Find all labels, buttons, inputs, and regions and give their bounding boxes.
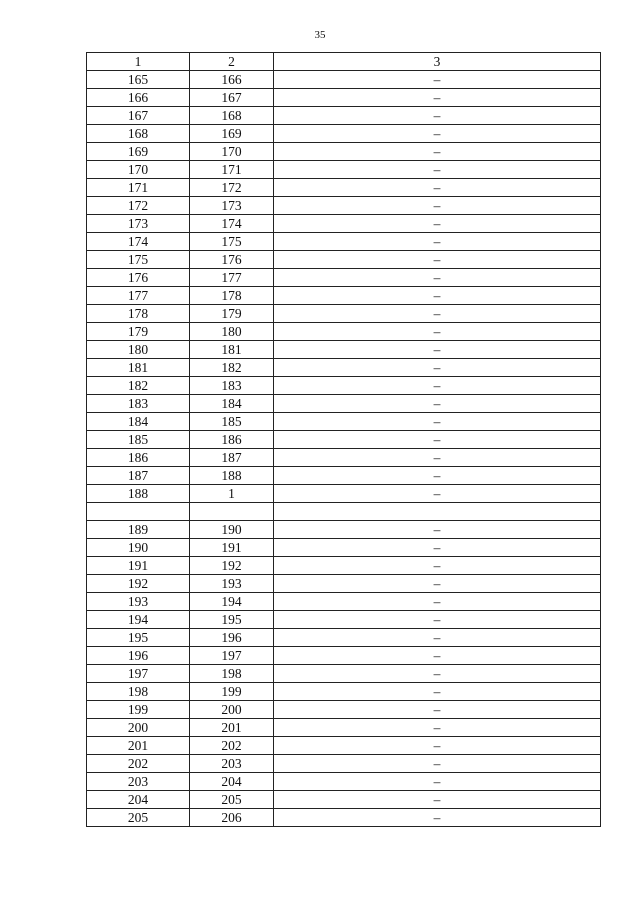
table-cell-col-3 <box>274 503 601 521</box>
table-cell-col-2: 185 <box>190 413 274 431</box>
table-cell-col-1: 183 <box>87 395 190 413</box>
table-cell-col-2: 205 <box>190 791 274 809</box>
table-cell-col-1: 165 <box>87 71 190 89</box>
table-row <box>87 611 601 629</box>
table-cell-col-2: 178 <box>190 287 274 305</box>
table-cell-col-1: 194 <box>87 611 190 629</box>
table-cell-col-3: – <box>274 485 601 503</box>
table-cell-col-3: – <box>274 665 601 683</box>
table-cell-col-2: 174 <box>190 215 274 233</box>
table-cell-col-3: – <box>274 71 601 89</box>
table-row <box>87 809 601 827</box>
table-cell-col-1: 169 <box>87 143 190 161</box>
table-cell-col-1: 175 <box>87 251 190 269</box>
data-table <box>86 52 601 827</box>
table-cell-col-2: 171 <box>190 161 274 179</box>
table-cell-col-1: 196 <box>87 647 190 665</box>
table-cell-col-2: 180 <box>190 323 274 341</box>
table-cell-col-2: 195 <box>190 611 274 629</box>
table-cell-col-3: – <box>274 179 601 197</box>
table-row <box>87 593 601 611</box>
table-cell-col-1: 201 <box>87 737 190 755</box>
column-header-3: 3 <box>274 53 601 71</box>
table-row <box>87 773 601 791</box>
table-cell-col-3: – <box>274 647 601 665</box>
table-cell-col-1: 174 <box>87 233 190 251</box>
table-cell-col-2: 173 <box>190 197 274 215</box>
table-cell-col-3: – <box>274 773 601 791</box>
table-cell-col-1: 166 <box>87 89 190 107</box>
table-row <box>87 467 601 485</box>
table-cell-col-3: – <box>274 683 601 701</box>
table-row <box>87 269 601 287</box>
table-cell-col-3: – <box>274 575 601 593</box>
table-cell-col-2: 202 <box>190 737 274 755</box>
table-row <box>87 701 601 719</box>
table-cell-col-1 <box>87 503 190 521</box>
table-cell-col-3: – <box>274 395 601 413</box>
table-cell-col-2: 201 <box>190 719 274 737</box>
table-cell-col-1: 189 <box>87 521 190 539</box>
table-cell-col-2: 169 <box>190 125 274 143</box>
table-row <box>87 71 601 89</box>
table-cell-col-2: 179 <box>190 305 274 323</box>
table-row <box>87 539 601 557</box>
table-cell-col-2: 1 <box>190 485 274 503</box>
table-header-row <box>87 53 601 71</box>
table-row <box>87 359 601 377</box>
table-cell-col-3: – <box>274 161 601 179</box>
table-row <box>87 161 601 179</box>
table-cell-col-1: 179 <box>87 323 190 341</box>
table-cell-col-3: – <box>274 521 601 539</box>
table-cell-col-2: 168 <box>190 107 274 125</box>
table-cell-col-1: 198 <box>87 683 190 701</box>
table-cell-col-2: 194 <box>190 593 274 611</box>
table-row <box>87 395 601 413</box>
table-row <box>87 629 601 647</box>
table-cell-col-3: – <box>274 143 601 161</box>
table-cell-col-1: 172 <box>87 197 190 215</box>
table-row <box>87 197 601 215</box>
table-cell-col-1: 195 <box>87 629 190 647</box>
table-cell-col-3: – <box>274 305 601 323</box>
table-cell-col-3: – <box>274 701 601 719</box>
table-cell-col-1: 191 <box>87 557 190 575</box>
table-cell-col-2: 191 <box>190 539 274 557</box>
table-cell-col-1: 181 <box>87 359 190 377</box>
table-row <box>87 449 601 467</box>
table-row <box>87 143 601 161</box>
table-body <box>87 71 601 827</box>
table-cell-col-2: 166 <box>190 71 274 89</box>
table-row <box>87 305 601 323</box>
table-cell-col-2: 182 <box>190 359 274 377</box>
table-row <box>87 251 601 269</box>
table-cell-col-2: 177 <box>190 269 274 287</box>
table-row <box>87 485 601 503</box>
table-cell-col-3: – <box>274 449 601 467</box>
table-cell-col-3: – <box>274 755 601 773</box>
table-cell-col-3: – <box>274 197 601 215</box>
table-cell-col-1: 186 <box>87 449 190 467</box>
table-cell-col-1: 202 <box>87 755 190 773</box>
table-cell-col-1: 197 <box>87 665 190 683</box>
table-row <box>87 413 601 431</box>
table-cell-col-1: 177 <box>87 287 190 305</box>
table-cell-col-3: – <box>274 377 601 395</box>
table-cell-col-3: – <box>274 467 601 485</box>
table-cell-col-2: 176 <box>190 251 274 269</box>
table-row <box>87 665 601 683</box>
table-cell-col-2: 186 <box>190 431 274 449</box>
table-cell-col-3: – <box>274 413 601 431</box>
table-cell-col-2: 183 <box>190 377 274 395</box>
table-cell-col-1: 184 <box>87 413 190 431</box>
table-cell-col-3: – <box>274 791 601 809</box>
table-cell-col-1: 200 <box>87 719 190 737</box>
table-cell-col-2: 203 <box>190 755 274 773</box>
table-cell-col-1: 204 <box>87 791 190 809</box>
table-cell-col-3: – <box>274 89 601 107</box>
table-row <box>87 719 601 737</box>
table-cell-col-2: 199 <box>190 683 274 701</box>
table-cell-col-3: – <box>274 233 601 251</box>
table-row <box>87 521 601 539</box>
table-cell-col-2: 170 <box>190 143 274 161</box>
table-cell-col-2: 204 <box>190 773 274 791</box>
table-cell-col-2 <box>190 503 274 521</box>
table-cell-col-1: 170 <box>87 161 190 179</box>
table-row <box>87 125 601 143</box>
table-row <box>87 107 601 125</box>
table-cell-col-3: – <box>274 809 601 827</box>
table-row <box>87 215 601 233</box>
table-cell-col-1: 205 <box>87 809 190 827</box>
table-cell-col-2: 193 <box>190 575 274 593</box>
table-row <box>87 89 601 107</box>
table-row <box>87 557 601 575</box>
column-header-1: 1 <box>87 53 190 71</box>
column-header-2: 2 <box>190 53 274 71</box>
table-cell-col-3: – <box>274 125 601 143</box>
table-cell-col-2: 188 <box>190 467 274 485</box>
table-cell-col-3: – <box>274 431 601 449</box>
table-cell-col-1: 173 <box>87 215 190 233</box>
table-cell-col-3: – <box>274 737 601 755</box>
table-row <box>87 503 601 521</box>
table-row <box>87 233 601 251</box>
table-cell-col-2: 198 <box>190 665 274 683</box>
table-cell-col-3: – <box>274 287 601 305</box>
table-cell-col-1: 187 <box>87 467 190 485</box>
table-cell-col-1: 168 <box>87 125 190 143</box>
table-row <box>87 179 601 197</box>
table-cell-col-3: – <box>274 251 601 269</box>
table-cell-col-2: 192 <box>190 557 274 575</box>
table-row <box>87 287 601 305</box>
table-cell-col-2: 200 <box>190 701 274 719</box>
table-cell-col-1: 178 <box>87 305 190 323</box>
table-cell-col-1: 188 <box>87 485 190 503</box>
table-cell-col-2: 190 <box>190 521 274 539</box>
table-cell-col-1: 192 <box>87 575 190 593</box>
table-cell-col-1: 199 <box>87 701 190 719</box>
table-cell-col-1: 182 <box>87 377 190 395</box>
table-cell-col-2: 184 <box>190 395 274 413</box>
table-cell-col-1: 167 <box>87 107 190 125</box>
table-row <box>87 683 601 701</box>
table-cell-col-2: 167 <box>190 89 274 107</box>
table-row <box>87 377 601 395</box>
table-cell-col-3: – <box>274 323 601 341</box>
table-cell-col-3: – <box>274 557 601 575</box>
table-cell-col-1: 193 <box>87 593 190 611</box>
table-cell-col-1: 171 <box>87 179 190 197</box>
table-cell-col-3: – <box>274 359 601 377</box>
table-cell-col-2: 196 <box>190 629 274 647</box>
table-cell-col-3: – <box>274 539 601 557</box>
table-cell-col-1: 176 <box>87 269 190 287</box>
table-cell-col-3: – <box>274 629 601 647</box>
table-cell-col-1: 185 <box>87 431 190 449</box>
table-cell-col-2: 187 <box>190 449 274 467</box>
page-number: 35 <box>314 29 326 41</box>
table-cell-col-3: – <box>274 107 601 125</box>
table-cell-col-2: 197 <box>190 647 274 665</box>
table-cell-col-3: – <box>274 593 601 611</box>
table-cell-col-3: – <box>274 341 601 359</box>
table-cell-col-3: – <box>274 719 601 737</box>
table-row <box>87 755 601 773</box>
table-row <box>87 323 601 341</box>
table-cell-col-2: 175 <box>190 233 274 251</box>
table-cell-col-1: 203 <box>87 773 190 791</box>
table-cell-col-3: – <box>274 215 601 233</box>
table-row <box>87 791 601 809</box>
table-row <box>87 341 601 359</box>
table-row <box>87 575 601 593</box>
table-cell-col-2: 206 <box>190 809 274 827</box>
table-cell-col-2: 172 <box>190 179 274 197</box>
table-cell-col-1: 190 <box>87 539 190 557</box>
table-row <box>87 647 601 665</box>
table-row <box>87 431 601 449</box>
table-row <box>87 737 601 755</box>
table-cell-col-2: 181 <box>190 341 274 359</box>
table-cell-col-3: – <box>274 269 601 287</box>
table-cell-col-3: – <box>274 611 601 629</box>
table-cell-col-1: 180 <box>87 341 190 359</box>
